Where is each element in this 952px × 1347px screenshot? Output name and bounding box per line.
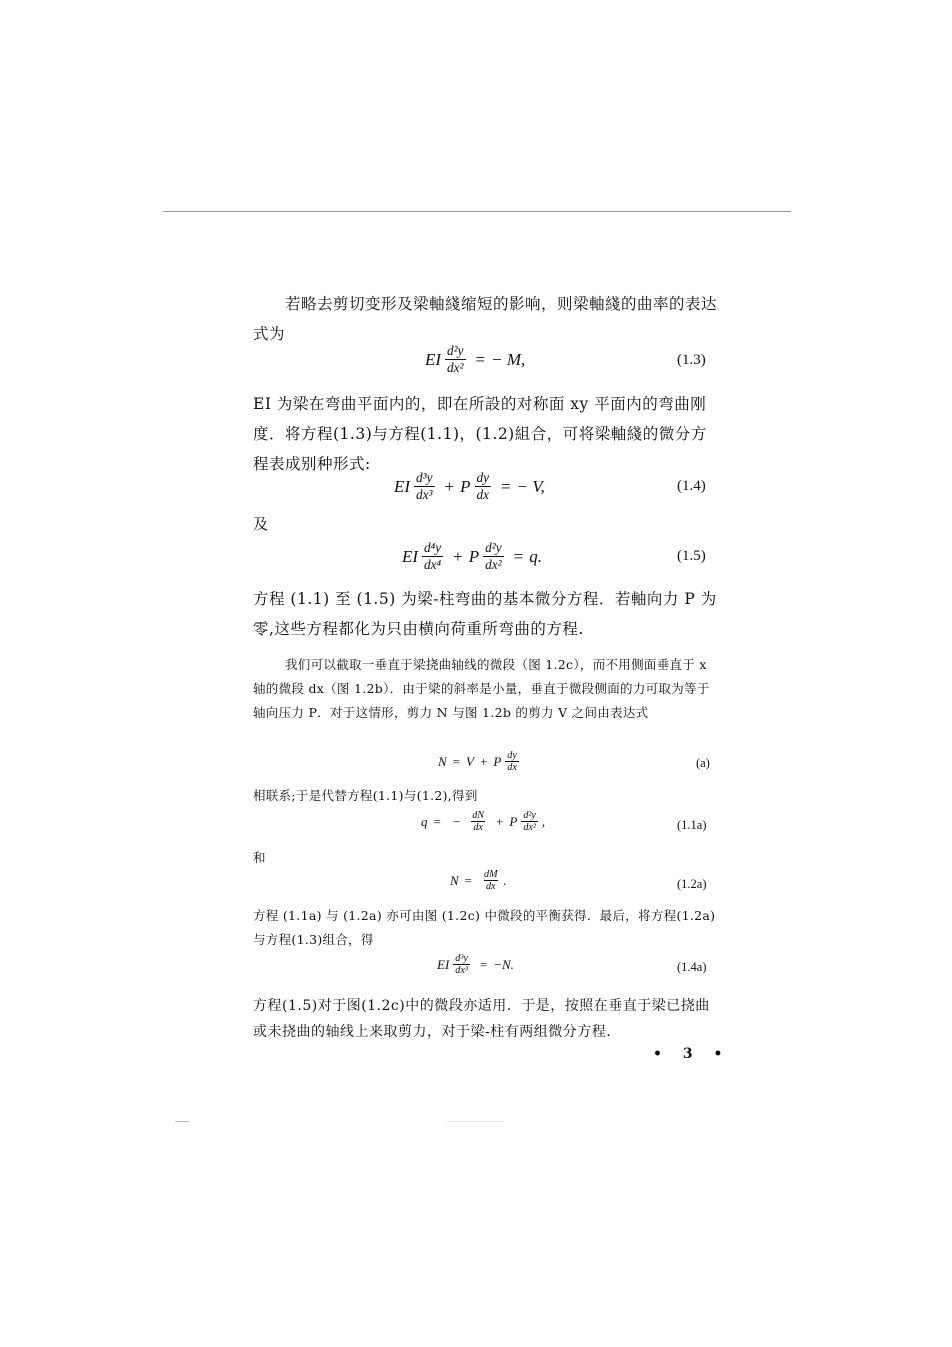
eq-term: N [438, 753, 447, 769]
eq-numerator: d²y [523, 810, 536, 821]
eq-denominator: dx² [447, 360, 464, 375]
eq-numerator: dy [507, 750, 517, 761]
equation-1-3 [425, 343, 525, 376]
equation-1-4a [437, 953, 514, 976]
eq-operator: = [452, 753, 461, 769]
eq-term: N [450, 872, 459, 888]
equation-tag-1-4a: (1.4a) [677, 960, 707, 974]
equation-tag-1-1a: (1.1a) [677, 818, 707, 832]
equation-1-2a [450, 869, 507, 892]
eq-operator: = [501, 476, 511, 496]
eq-numerator: d⁴y [424, 540, 442, 555]
eq-fraction [482, 869, 500, 892]
eq-numerator: d²y [485, 540, 502, 555]
eq-term: q [421, 813, 428, 829]
eq-denominator: dx [473, 822, 483, 833]
eq-term: − V, [516, 476, 545, 496]
connector-word-he: 和 [253, 850, 266, 865]
eq-denominator: dx² [485, 557, 502, 572]
eq-term: q. [529, 546, 542, 566]
eq-fraction [505, 750, 519, 773]
equation-tag-a: (a) [696, 756, 710, 770]
eq-operator: + [453, 546, 463, 566]
paragraph-1: 若略去剪切变形及梁軸綫缩短的影响，则梁軸綫的曲率的表达式为 [253, 295, 718, 343]
eq-fraction [483, 540, 503, 573]
eq-numerator: d²y [447, 343, 464, 358]
eq-numerator: d³y [416, 470, 433, 485]
eq-numerator: dM [484, 869, 498, 880]
eq-fraction [475, 470, 492, 503]
eq-denominator: dx [507, 762, 517, 773]
eq-denominator: dx³ [416, 487, 433, 502]
eq-term: , [541, 813, 546, 829]
paragraph-2: EI 为梁在弯曲平面内的，即在所設的对称面 xy 平面内的弯曲刚度．将方程(1.3)与方程(1.1)，(1.2)組合，可将梁軸綫的微分方程表成别种形式: [253, 395, 707, 473]
page-number: • 3 • [653, 1046, 731, 1062]
eq-term: P [493, 753, 502, 769]
eq-term: P [509, 813, 518, 829]
eq-fraction [521, 810, 538, 833]
eq-term: EI [425, 349, 442, 369]
paragraph-5: 相联系;于是代替方程(1.1)与(1.2),得到 [253, 788, 478, 803]
eq-term: EI [437, 956, 450, 972]
eq-numerator: dN [472, 810, 485, 821]
equation-1-4 [394, 470, 545, 503]
eq-fraction [414, 470, 434, 503]
eq-numerator: dy [476, 470, 490, 485]
eq-fraction [445, 343, 465, 376]
eq-fraction [470, 810, 486, 833]
eq-term: EI [402, 546, 419, 566]
eq-term: . [503, 872, 507, 888]
eq-operator: = [513, 546, 524, 566]
eq-operator: + [496, 813, 504, 829]
equation-1-1a [421, 810, 545, 833]
header-rule [163, 211, 791, 212]
eq-term: V [466, 753, 474, 769]
scan-speck [447, 1121, 503, 1122]
eq-fraction [453, 953, 470, 976]
eq-term: EI [394, 476, 411, 496]
eq-numerator: d³y [455, 953, 468, 964]
paragraph-6: 方程 (1.1a) 与 (1.2a) 亦可由图 (1.2c) 中微段的平衡获得．最后，将方程(1.2a)与方程(1.3)组合，得 [253, 908, 716, 947]
eq-denominator: dx² [523, 822, 536, 833]
equation-a [438, 750, 523, 773]
equation-tag-1-3: (1.3) [677, 352, 706, 368]
eq-denominator: dx [476, 487, 490, 502]
eq-fraction [422, 540, 443, 573]
equation-tag-1-2a: (1.2a) [677, 877, 707, 891]
eq-operator: − [452, 813, 461, 829]
eq-operator: = [464, 872, 473, 888]
eq-operator: = [479, 956, 488, 972]
eq-denominator: dx³ [455, 965, 468, 976]
eq-denominator: dx⁴ [424, 557, 442, 572]
paragraph-7: 方程(1.5)对于图(1.2c)中的微段亦适用．于是，按照在垂直于梁已挠曲或未挠曲的轴线上来取剪力，对于梁-柱有两组微分方程. [253, 998, 710, 1040]
eq-term: −N. [493, 956, 514, 972]
connector-word-ji: 及 [253, 515, 269, 533]
eq-operator: + [479, 753, 488, 769]
paragraph-4: 我们可以截取一垂直于梁挠曲轴线的微段（图 1.2c），而不用侧面垂直于 x 轴的微段 dx（图 1.2b）．由于梁的斜率是小量，垂直于微段侧面的力可取为等于轴向压力 P．对于这情形，剪力 N 与图 1.2b 的剪力 V 之间由表达式 [253, 657, 710, 720]
eq-term: − M, [491, 349, 526, 369]
eq-operator: = [475, 349, 486, 369]
eq-operator: + [444, 476, 455, 496]
eq-term: P [468, 546, 480, 566]
scan-speck [175, 1121, 189, 1122]
equation-tag-1-4: (1.4) [677, 478, 706, 494]
equation-tag-1-5: (1.5) [677, 548, 706, 564]
eq-operator: = [433, 813, 441, 829]
paragraph-3: 方程 (1.1) 至 (1.5) 为梁-柱弯曲的基本微分方程．若軸向力 P 为零,这些方程都化为只由横向荷重所弯曲的方程. [253, 590, 717, 638]
eq-term: P [460, 476, 471, 496]
equation-1-5 [402, 540, 542, 573]
eq-denominator: dx [485, 881, 496, 892]
